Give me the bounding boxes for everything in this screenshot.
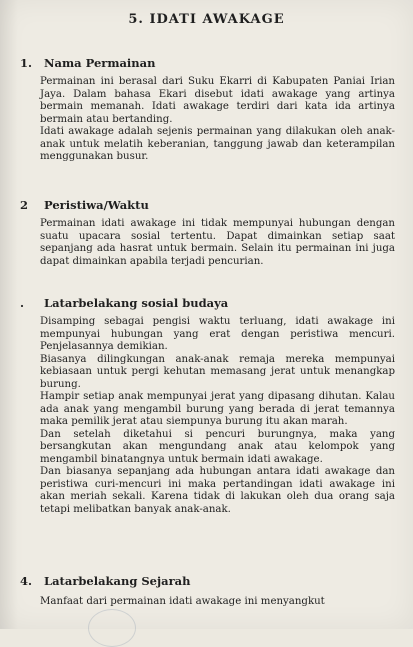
section-2-heading xyxy=(20,198,149,212)
section-number: 2 xyxy=(20,198,29,212)
section-title: Peristiwa/Waktu xyxy=(44,198,149,212)
paragraph: Idati awakage adalah sejenis permainan yang dilakukan oleh anak-anak untuk melatih keberanian, tanggung jawab dan keterampilan menggunakan busur. xyxy=(40,126,395,162)
paragraph: Dan setelah diketahui si pencuri burungnya, maka yang bersangkutan akan mengundang anak atau kelompok yang mengambil binatangnya untuk bermain idati awakage. xyxy=(40,428,395,465)
section-3-body xyxy=(40,316,395,516)
paragraph: Hampir setiap anak mempunyai jerat yang dipasang dihutan. Kalau ada anak yang mengambil burung yang berada di jerat temannya maka pemilik jerat atau siempunya burung itu akan marah. xyxy=(40,391,395,427)
section-4-body xyxy=(40,596,395,609)
paragraph: Biasanya dilingkungan anak-anak remaja mereka mempunyai kebiasaan untuk pergi kehutan memasang jerat untuk menangkap burung. xyxy=(40,353,395,390)
section-title: Nama Permainan xyxy=(44,56,156,70)
section-2-body xyxy=(40,218,395,268)
section-number: 4. xyxy=(20,574,33,588)
paragraph: Disamping sebagai pengisi waktu terluang, idati awakage ini mempunyai hubungan yang erat dengan peristiwa mencuri. Penjelasannya demikian. xyxy=(40,316,395,352)
section-3-heading xyxy=(20,296,228,310)
section-number: . xyxy=(20,296,25,310)
section-title: Latarbelakang sosial budaya xyxy=(44,296,229,310)
section-1-body xyxy=(40,76,395,164)
paragraph: Permainan idati awakage ini tidak mempunyai hubungan dengan suatu upacara sosial tertentu. Dapat dimainkan setiap saat sepanjang ada hasrat untuk bermain. Selain itu permainan ini juga dapat dimainkan apabila terjadi pencurian. xyxy=(40,218,395,267)
paragraph: Dan biasanya sepanjang ada hubungan antara idati awakage dan peristiwa curi-mencuri ini maka pertandingan idati awakage ini akan meriah sekali. Karena tidak di lakukan oleh dua orang saja tetapi melibatkan banyak anak-anak. xyxy=(40,466,395,515)
section-1-heading xyxy=(20,56,155,70)
paragraph: Manfaat dari permainan idati awakage ini menyangkut xyxy=(40,596,325,607)
faint-watermark-logo xyxy=(88,609,136,647)
page-title: 5. IDATI AWAKAGE xyxy=(128,12,285,27)
section-number: 1. xyxy=(20,56,33,70)
scan-shadow xyxy=(0,0,18,629)
section-4-heading xyxy=(20,574,190,588)
section-title: Latarbelakang Sejarah xyxy=(44,574,191,588)
paragraph: Permainan ini berasal dari Suku Ekarri di Kabupaten Paniai Irian Jaya. Dalam bahasa Ekari disebut idati awakage yang artinya bermain memanah. Idati awakage terdiri dari kata ida artinya bermain atau bertanding. xyxy=(40,76,395,125)
